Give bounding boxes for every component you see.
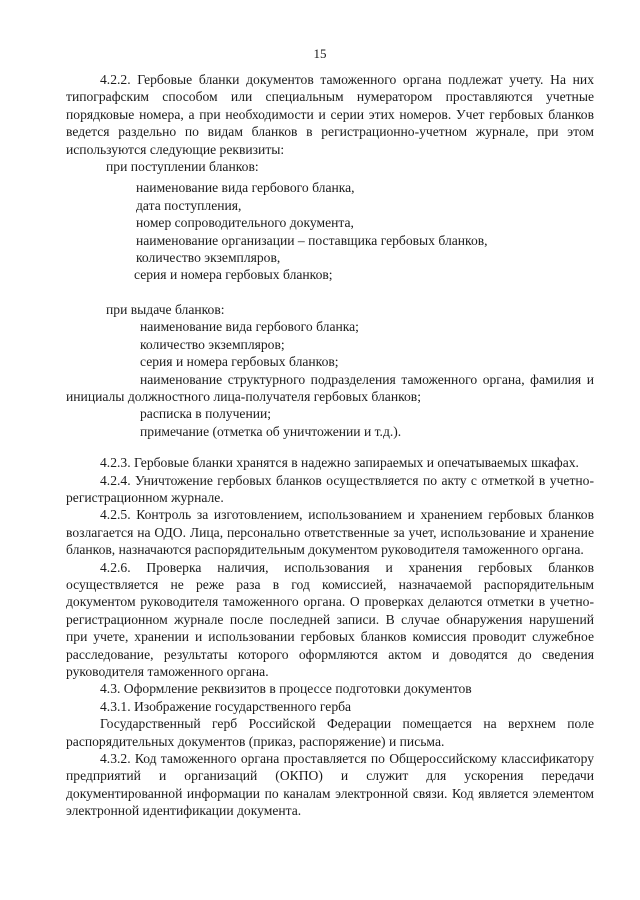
paragraph-4-2-3: 4.2.3. Гербовые бланки хранятся в надежно запираемых и опечатываемых шкафах.: [100, 455, 579, 471]
page-body: [66, 71, 594, 820]
section-heading-4-3: 4.3. Оформление реквизитов в процессе подготовки документов: [100, 681, 472, 697]
list-item: дата поступления,: [136, 197, 242, 213]
receipt-requisites-list: [66, 179, 594, 283]
receipt-list-intro: при поступлении бланков:: [106, 159, 259, 175]
paragraph-4-3-2: 4.3.2. Код таможенного органа проставляется по Общероссийскому классификатору предприятий и организаций (ОКПО) и служит для ускорения передачи документированной информации по каналам электронной связи. Код является элементом электронной идентификации документа.: [66, 751, 594, 819]
list-item: номер сопроводительного документа,: [136, 215, 354, 231]
paragraph-4-2-2: 4.2.2. Гербовые бланки документов таможенного органа подлежат учету. На них типографским способом или специальным нумератором проставляются учетные порядковые номера, а при необходимости и серии этих номеров. Учет гербовых бланков ведется раздельно по видам бланков в регистрационно-учетном журнале, при этом используются следующие реквизиты:: [66, 72, 594, 157]
paragraph-4-2-5: 4.2.5. Контроль за изготовлением, использованием и хранением гербовых бланков возлагается на ОДО. Лица, персонально ответственные за учет, использование и хранение бланков, назначаются распорядительным документом руководителя таможенного органа.: [66, 507, 594, 558]
list-item: серия и номера гербовых бланков;: [140, 354, 339, 370]
list-item: наименование структурного подразделения таможенного органа, фамилия и инициалы должностного лица-получателя гербовых бланков;: [66, 371, 594, 404]
subsection-heading-4-3-1: 4.3.1. Изображение государственного герба: [100, 698, 352, 714]
paragraph-4-2-4: 4.2.4. Уничтожение гербовых бланков осуществляется по акту с отметкой в учетно-регистрационном журнале.: [66, 472, 594, 505]
list-item: расписка в получении;: [140, 406, 272, 422]
list-item: серия и номера гербовых бланков;: [134, 267, 333, 283]
list-item: наименование организации – поставщика гербовых бланков,: [136, 232, 488, 248]
list-item: наименование вида гербового бланка,: [136, 180, 355, 196]
list-item: наименование вида гербового бланка;: [140, 319, 359, 335]
page-number: 15: [313, 46, 327, 61]
paragraph-4-3-1-body: Государственный герб Российской Федерации помещается на верхнем поле распорядительных документов (приказ, распоряжение) и письма.: [66, 716, 594, 749]
list-item: количество экземпляров;: [140, 336, 285, 352]
issue-requisites-list: [66, 318, 594, 440]
list-item: количество экземпляров,: [136, 250, 281, 266]
paragraph-4-2-6: 4.2.6. Проверка наличия, использования и хранения гербовых бланков осуществляется не реже раза в год комиссией, назначаемой распорядительным документом руководителя таможенного органа. О проверках делаются отметки в учетно-регистрационном журнале после последней записи. В случае обнаружения нарушений при учете, хранении и использовании гербовых бланков комиссия проводит служебное расследование, результаты которого оформляются актом и доводятся до сведения руководителя таможенного органа.: [66, 559, 594, 679]
issue-list-intro: при выдаче бланков:: [106, 301, 225, 317]
list-item: примечание (отметка об уничтожении и т.д.).: [140, 423, 402, 439]
